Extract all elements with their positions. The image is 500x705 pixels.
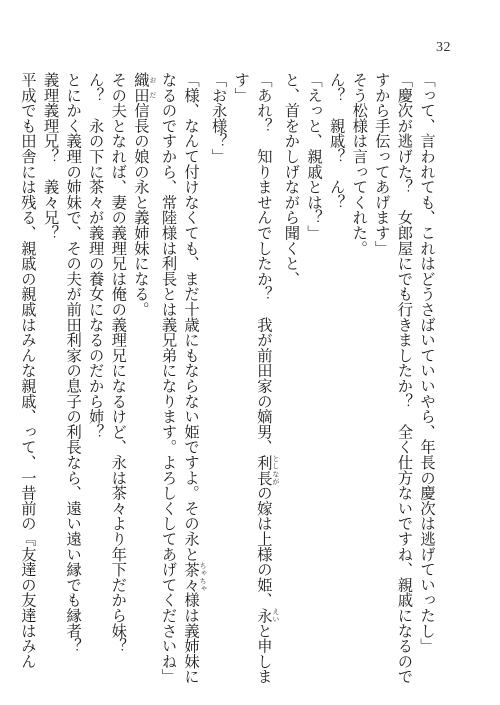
ruby-e: 永 えい xyxy=(254,607,280,623)
text-line: ん？ 永の下に茶々が義理の養女になるのだから姉？ xyxy=(86,72,105,440)
text-line: 「お永様？」 xyxy=(209,72,228,164)
text-line: 「慶次が逃げた？ 女郎屋にでも行きましたか？ 全く仕方ないですね、親戚になるので xyxy=(395,72,414,684)
ruby-oda: 織田 おだ xyxy=(131,72,157,103)
text-line-with-ruby: 織田 おだ信長の娘の永と義姉妹になる。 xyxy=(131,72,157,317)
vertical-text-body xyxy=(16,72,438,685)
text-line: 「って、言われても、これはどうさばいていいやら、年長の慶次は逃げていったし」 xyxy=(418,72,436,654)
text-line: なるのですから、常陸様は利長とは義兄弟になります。よろしくしてあげてくださいね」 xyxy=(159,72,178,684)
text-line: とにかく義理の姉妹で、その夫が前田利家の息子の利長なら、遠い遠い縁でも縁者？ xyxy=(64,72,83,654)
text-line: すから手伝ってあげます」 xyxy=(372,72,391,256)
text-line: と、首をかしげながら聞くと、 xyxy=(282,72,301,287)
text-line: ん？ 親戚？ ん？ xyxy=(327,72,346,210)
text-line: そう松様は言ってくれた。 xyxy=(350,72,369,256)
text-line: 平成でも田舎には残る、親戚の親戚はみんな親戚、って、一昔前の『友達の友達はみん xyxy=(18,72,37,669)
text-line: 「えっと、親戚とは？」 xyxy=(305,72,324,241)
page-number: 32 xyxy=(436,40,451,55)
text-line: その夫となれば、妻の義理兄は俺の義理兄になるけど、永は茶々より年下だから妹？ xyxy=(109,72,128,654)
text-line: 義理義理兄？ 義々兄？ xyxy=(41,72,60,241)
text-line: す」 xyxy=(232,72,251,103)
text-line-with-ruby: 「様、なんて付けなくても、まだ十歳にもならない姫ですよ。その永と茶々 ちゃちゃ様は義姉妹に xyxy=(182,72,208,685)
text-line-with-ruby: 「あれ？ 知りませんでしたか？ 我が前田家の嫡男、利長 としながの嫁は上様の姫、永 えいと申しま xyxy=(254,72,280,685)
ruby-toshinaga: 利長 としなが xyxy=(254,454,280,486)
ruby-chacha: 茶々 ちゃちゃ xyxy=(182,561,208,593)
